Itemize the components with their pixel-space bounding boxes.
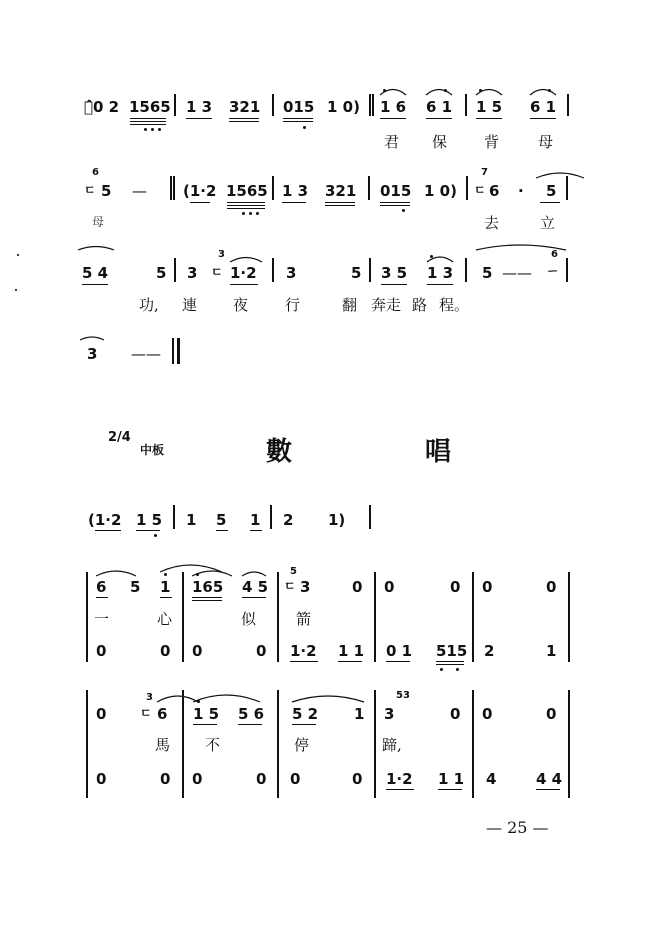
rest: 0 xyxy=(96,770,107,788)
grace-mark: ㄷ xyxy=(211,265,223,279)
rest: 0 xyxy=(192,642,203,660)
note-group: 1·2 xyxy=(290,642,317,660)
lyric: 奔走 xyxy=(371,296,402,314)
grace-mark: ㄷ xyxy=(140,706,152,720)
lyric: 母 xyxy=(92,215,105,229)
note: 3 xyxy=(87,345,98,363)
grace-mark: ㄧ xyxy=(546,265,560,280)
lyric: 君 xyxy=(384,133,400,151)
note-group: 1·2 xyxy=(386,770,413,788)
lyric: 母 xyxy=(538,133,554,151)
rest: 0 xyxy=(192,770,203,788)
grace-note: 5 xyxy=(290,566,297,577)
note: 6 xyxy=(157,705,168,723)
lyric: 蹄, xyxy=(382,736,402,754)
grace-note: 3 xyxy=(146,692,153,703)
note-group: 1 1 xyxy=(438,770,465,788)
note-group: 1 3 xyxy=(282,182,309,200)
rest: 0 xyxy=(256,642,267,660)
note: 1 xyxy=(160,578,171,596)
dot-mark: · xyxy=(518,182,524,200)
slur xyxy=(230,258,262,263)
rest: 0 xyxy=(96,705,107,723)
note-group: 6 1 xyxy=(426,98,453,116)
note-group: 165 xyxy=(192,578,224,596)
dash: — xyxy=(132,182,147,200)
rest: 0 xyxy=(482,578,493,596)
lyric: 夜 xyxy=(233,296,249,314)
slur xyxy=(530,90,556,96)
note: 1 xyxy=(354,705,365,723)
note-group: 、̂0 2 xyxy=(84,98,120,116)
grace-note: 3 xyxy=(218,249,225,260)
lyric: 功, xyxy=(139,296,159,314)
lyric: 程。 xyxy=(439,296,470,314)
note-group: 321 xyxy=(325,182,357,200)
grace-mark: ㄷ xyxy=(84,183,96,197)
note-group: 1 3 xyxy=(186,98,213,116)
lyric: 翻 xyxy=(342,296,358,314)
lyric: 立 xyxy=(540,214,556,232)
note-group: 1565 xyxy=(129,98,171,116)
slur xyxy=(476,90,502,96)
speck xyxy=(17,254,19,256)
slur xyxy=(157,696,198,702)
lyric: 馬 xyxy=(155,736,171,754)
slur xyxy=(78,247,114,251)
note-group: 1 3 xyxy=(427,264,454,282)
grace-note: 53 xyxy=(396,690,410,701)
note-group: 1 5 xyxy=(136,511,163,529)
rest: 0 xyxy=(482,705,493,723)
lyric: 一 xyxy=(94,610,110,628)
slur xyxy=(242,572,266,576)
rest: 0 xyxy=(450,705,461,723)
note-group: 0 1 xyxy=(386,642,413,660)
slur xyxy=(292,696,364,702)
rest: 0 xyxy=(160,770,171,788)
note: 2 xyxy=(283,511,294,529)
note-group: 5 xyxy=(101,182,112,200)
lyric: 不 xyxy=(205,736,221,754)
slur xyxy=(192,571,232,576)
page-number: — 25 — xyxy=(486,818,549,837)
note-group: 1 0) xyxy=(424,182,457,200)
note-group: 4 5 xyxy=(242,578,269,596)
note-group: 1 5 xyxy=(476,98,503,116)
note-group: 1 5 xyxy=(193,705,220,723)
lyric: 去 xyxy=(484,214,500,232)
note: 2 xyxy=(484,642,495,660)
grace-mark: ㄷ xyxy=(474,183,486,197)
note: 1) xyxy=(328,511,346,529)
note: 6 xyxy=(489,182,500,200)
tempo-marking: 中板 xyxy=(140,443,165,457)
rest: 0 xyxy=(290,770,301,788)
rest: 0 xyxy=(160,642,171,660)
slur xyxy=(476,245,566,250)
note-group: (1·2 xyxy=(183,182,217,200)
slur xyxy=(80,337,104,340)
lyric: 路 xyxy=(412,296,428,314)
note: 5 xyxy=(482,264,493,282)
note-group: 1 0) xyxy=(327,98,360,116)
note: 1 xyxy=(546,642,557,660)
note-group: 1 1 xyxy=(338,642,365,660)
note: 5 xyxy=(156,264,167,282)
note-group: 321 xyxy=(229,98,261,116)
lyric: 保 xyxy=(432,133,448,151)
rest: 0 xyxy=(352,770,363,788)
lyric: 行 xyxy=(285,296,301,314)
note-group: 015 xyxy=(283,98,315,116)
slur xyxy=(427,257,453,262)
note-group: 015 xyxy=(380,182,412,200)
grace-note: 6 xyxy=(92,167,99,178)
rest: 0 xyxy=(546,705,557,723)
lyric: 心 xyxy=(157,610,173,628)
note: 1 xyxy=(250,511,261,529)
rest: 0 xyxy=(352,578,363,596)
note: 6 xyxy=(96,578,107,596)
note-group: 4 4 xyxy=(536,770,563,788)
dash: —— xyxy=(502,264,532,282)
slur xyxy=(193,695,260,702)
lyric: 背 xyxy=(484,133,500,151)
note: 3 xyxy=(384,705,395,723)
note-group: 6 1 xyxy=(530,98,557,116)
note: 5 xyxy=(216,511,227,529)
rest: 0 xyxy=(450,578,461,596)
lyric: 似 xyxy=(241,610,257,628)
slur xyxy=(96,571,136,576)
section-title: 數 唱 xyxy=(266,437,514,467)
note-group: 515 xyxy=(436,642,468,660)
speck xyxy=(15,289,17,291)
grace-mark: ㄷ xyxy=(284,579,296,593)
lyric: 連 xyxy=(182,296,198,314)
grace-note: 6 xyxy=(551,249,558,260)
note-group: 5 6 xyxy=(238,705,265,723)
dash: —— xyxy=(131,345,161,363)
note-group: 1 6 xyxy=(380,98,407,116)
slur xyxy=(426,90,452,96)
rest: 0 xyxy=(256,770,267,788)
note: 5 xyxy=(546,182,557,200)
slur xyxy=(536,173,584,178)
time-signature: 2/4 xyxy=(108,430,131,445)
note: 3 xyxy=(300,578,311,596)
note-group: (1·2 xyxy=(88,511,122,529)
note: 5 xyxy=(351,264,362,282)
rest: 0 xyxy=(384,578,395,596)
slur xyxy=(380,90,406,96)
note-group: 3 5 xyxy=(381,264,408,282)
note: 5 xyxy=(130,578,141,596)
note: 1 xyxy=(186,511,197,529)
lyric: 箭 xyxy=(296,610,312,628)
note-group: 1·2 xyxy=(230,264,257,282)
note-group: 5 4 xyxy=(82,264,109,282)
note: 3 xyxy=(187,264,198,282)
grace-note: 7 xyxy=(481,167,488,178)
note: 4 xyxy=(486,770,497,788)
lyric: 停 xyxy=(294,736,310,754)
note-group: 1565 xyxy=(226,182,268,200)
rest: 0 xyxy=(96,642,107,660)
rest: 0 xyxy=(546,578,557,596)
note-group: 5 2 xyxy=(292,705,319,723)
note: 3 xyxy=(286,264,297,282)
